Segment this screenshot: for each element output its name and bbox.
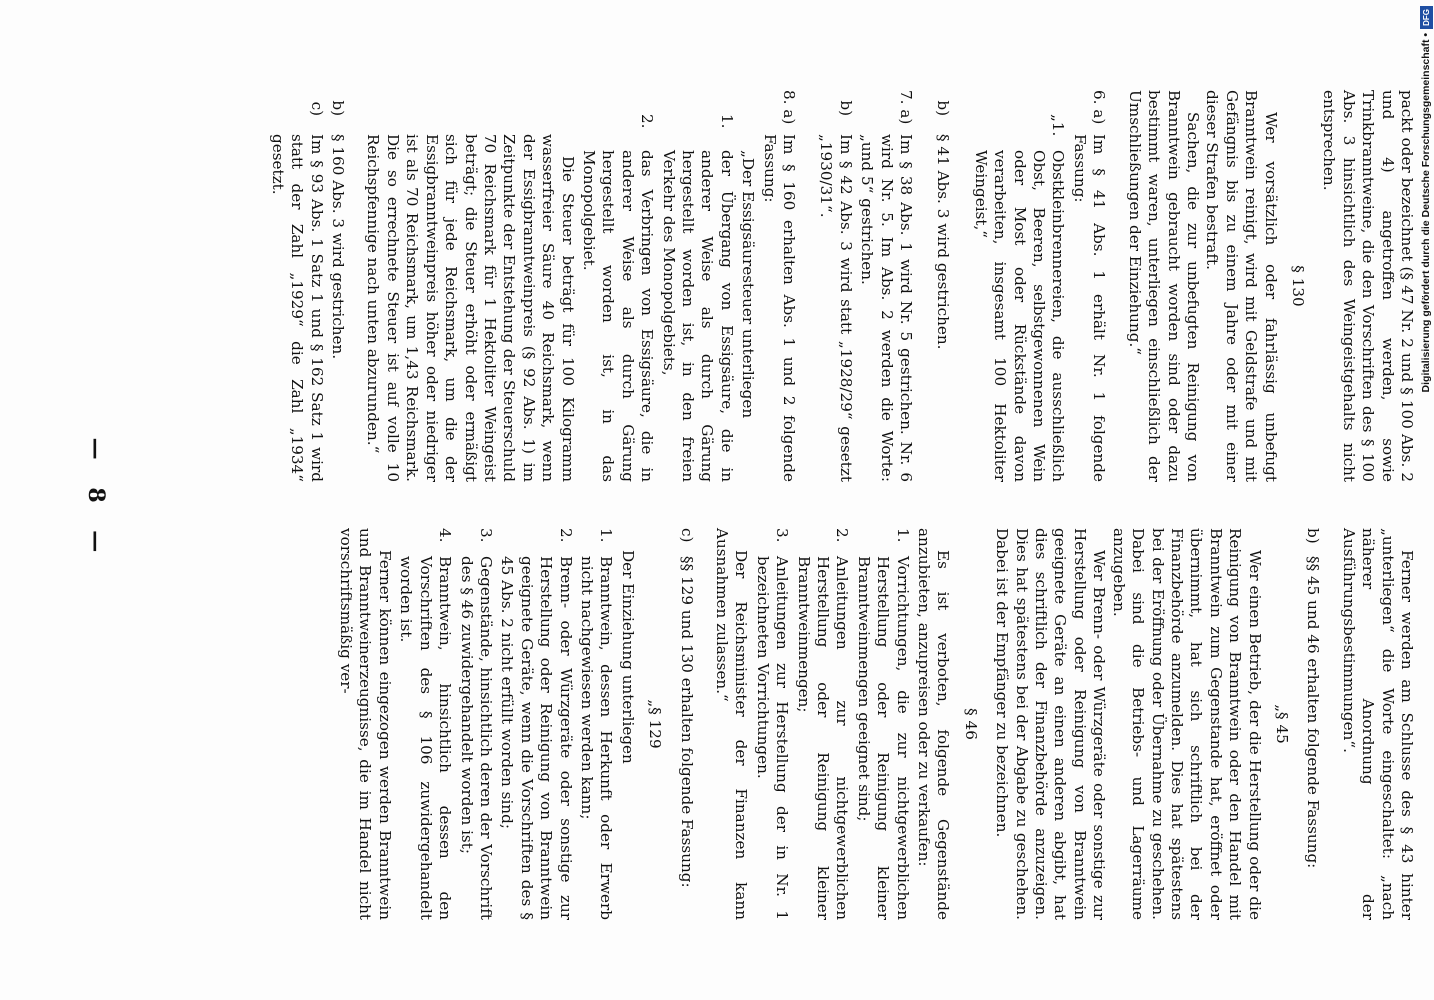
list-item: 3. Anleitungen zur Herstellung der in Nr. 1 bezeichneten Vorrichtungen.: [753, 528, 792, 920]
section-46-intro: Es ist verboten, folgende Gegenstände anzubieten, anzupreisen oder zu verkaufen:: [915, 528, 953, 920]
amendment-6a: 6. a) Im § 41 Abs. 1 erhält Nr. 1 folgende Fassung:: [1070, 90, 1109, 482]
section-129-closing: Ferner können eingezogen werden Branntwein und Branntweinerzeugnisse, die im Handel nicht vorschriftsmäßig ver-: [337, 528, 394, 920]
section-45-paragraph-2: Wer Brenn- oder Würzgeräte oder sonstige zur Herstellung oder Reinigung von Branntwein geeignete Geräte an einen anderen abgibt, hat dies schriftlich der Finanzbehörde anzuzeigen. Dies hat spätestens bei der Abgabe zu geschehen. Dabei ist der Empfänger zu bezeichnen.: [993, 528, 1109, 920]
amendment-6b: b) § 41 Abs. 3 wird gestrichen.: [934, 100, 953, 350]
section-130-heading: § 130: [1288, 265, 1307, 307]
amendment-8a-paragraph: Die Steuer beträgt für 100 Kilogramm wasserfreier Säure 40 Reichsmark, wenn der Essigbranntweinpreis (§ 92 Abs. 1) im Zeitpunkte der Entstehung der Steuerschuld 70 Reichsmark für 1 Hektoliter Weingeist beträgt; die Steuer erhöht oder ermäßigt sich für jede Reichsmark, um die der Essigbranntweinpreis höher oder niedriger ist als 70 Reichsmark, um 1,43 Reichsmark. Die so errechnete Steuer ist auf volle 10 Reichspfennige nach unten abzurunden.“: [364, 134, 577, 482]
section-46-heading: § 46: [961, 708, 980, 740]
list-item: 1. Branntwein, dessen Herkunft oder Erwerb nicht nachgewiesen werden kann;: [577, 528, 616, 920]
list-item: 4. Branntwein, hinsichtlich dessen den Vorschriften des § 106 zuwidergehandelt worden ist.: [397, 528, 455, 920]
list-item: 2. Anleitungen zur nichtgewerblichen Herstellung oder Reinigung kleiner Branntweinmengen;: [794, 528, 852, 920]
amendment-8c: c) Im § 93 Abs. 1 Satz 1 und § 162 Satz 1 wird statt der Zahl „1929“ die Zahl „1934“ gesetzt.: [268, 101, 326, 482]
item-label: b): [1304, 528, 1323, 544]
paragraph-intro: Ferner werden am Schlusse des § 43 hinter „unterliegen“ die Worte eingeschaltet: „nach näherer Anordnung der Ausführungsbestimmungen“.: [1339, 528, 1416, 920]
amendment-8b: b) § 160 Abs. 3 wird gestrichen.: [329, 100, 348, 360]
item-text: §§ 45 und 46 erhalten folgende Fassung:: [1304, 556, 1323, 869]
amendment-7a: 7. a) Im § 38 Abs. 1 wird Nr. 5 gestrichen. Nr. 6 wird Nr. 5. Im Abs. 2 werden die Worte: „und 5“ gestrichen.: [858, 90, 916, 482]
left-column: [336, 528, 1416, 920]
list-item: 2. Brenn- oder Würzgeräte oder sonstige zur Herstellung oder Reinigung von Branntwein geeignete Geräte, wenn die Vorschriften des § 45 Abs. 2 nicht erfüllt worden sind;: [498, 528, 575, 920]
list-item: 1. Vorrichtungen, die zur nichtgewerblichen Herstellung oder Reinigung kleiner Branntweinmengen geeignet sind;: [854, 528, 912, 920]
section-46-closing: Der Reichsminister der Finanzen kann Ausnahmen zulassen.“: [713, 528, 751, 920]
amendment-8a: 8. a) Im § 160 erhalten Abs. 1 und 2 folgende Fassung:: [760, 90, 799, 482]
digitization-credit-strip: [1418, 0, 1434, 1000]
section-130-paragraph-2: Sachen, die zur unbefugten Reinigung von Branntwein gebraucht worden sind oder dazu bestimmt waren, unterliegen einschließlich der Umschließungen der Einziehung.“: [1125, 90, 1202, 482]
item-text: §§ 129 und 130 erhalten folgende Fassung:: [677, 556, 696, 888]
amendment-7b: b) Im § 42 Abs. 3 wird statt „1928/29“ gesetzt „1930/31“.: [817, 100, 855, 482]
dfg-logo: DFG: [1420, 6, 1433, 29]
section-129-intro: Der Einziehung unterliegen: [618, 550, 637, 764]
section-45-heading: „§ 45: [1272, 704, 1291, 744]
digitization-note: Digitalisierung gefördert durch die Deutsche Forschungsgemeinschaft •: [1420, 32, 1432, 393]
item-label: c): [677, 528, 696, 543]
amendment-b: [1303, 528, 1322, 920]
amendment-8a-intro: „Der Essigsäuresteuer unterliegen: [739, 150, 758, 419]
amendment-c: [676, 528, 695, 920]
section-45-paragraph-1: Wer einen Betrieb, der die Herstellung oder die Reinigung von Branntwein oder den Handel mit Branntwein zum Gegenstande hat, eröffnet oder übernimmt, hat sich schriftlich bei der Finanzbehörde anzumelden. Dies hat spätestens bei der Eröffnung oder Übernahme zu geschehen. Dabei sind die Betriebs- und Lagerräume anzugeben.: [1109, 528, 1264, 920]
page-number: — 8 —: [83, 437, 109, 563]
section-130-paragraph-1: Wer vorsätzlich oder fahrlässig unbefugt Branntwein reinigt, wird mit Geldstrafe und mit Gefängnis bis zu einem Jahre oder mit einer dieser Strafen bestraft.: [1203, 90, 1280, 482]
right-column: [265, 90, 1416, 482]
list-item: 2. das Verbringen von Essigsäure, die in anderer Weise als durch Gärung hergestellt worden ist, in das Monopolgebiet.: [579, 114, 657, 482]
continued-paragraph: packt oder bezeichnet (§ 47 Nr. 2 und § 100 Abs. 2 und 4) angetroffen werden, sowie Trinkbranntweine, die den Vorschriften des § 100 Abs. 3 hinsichtlich des Weingeistgehalts nicht entsprechen.: [1320, 90, 1416, 482]
amendment-6a-quote: „1. Obstkleinbrennereien, die ausschließlich Obst, Beeren, selbstgewonnenen Wein oder Most oder Rückstände davon verarbeiten, insgesamt 100 Hektoliter Weingeist,“: [971, 114, 1068, 482]
list-item: 3. Gegenstände, hinsichtlich deren der Vorschrift des § 46 zuwidergehandelt worden ist;: [457, 528, 495, 920]
section-129-heading: „§ 129: [646, 699, 665, 749]
list-item: 1. der Übergang von Essigsäure, die in anderer Weise als durch Gärung hergestellt worden ist, in den freien Verkehr des Monopolgebiets,: [659, 114, 736, 482]
